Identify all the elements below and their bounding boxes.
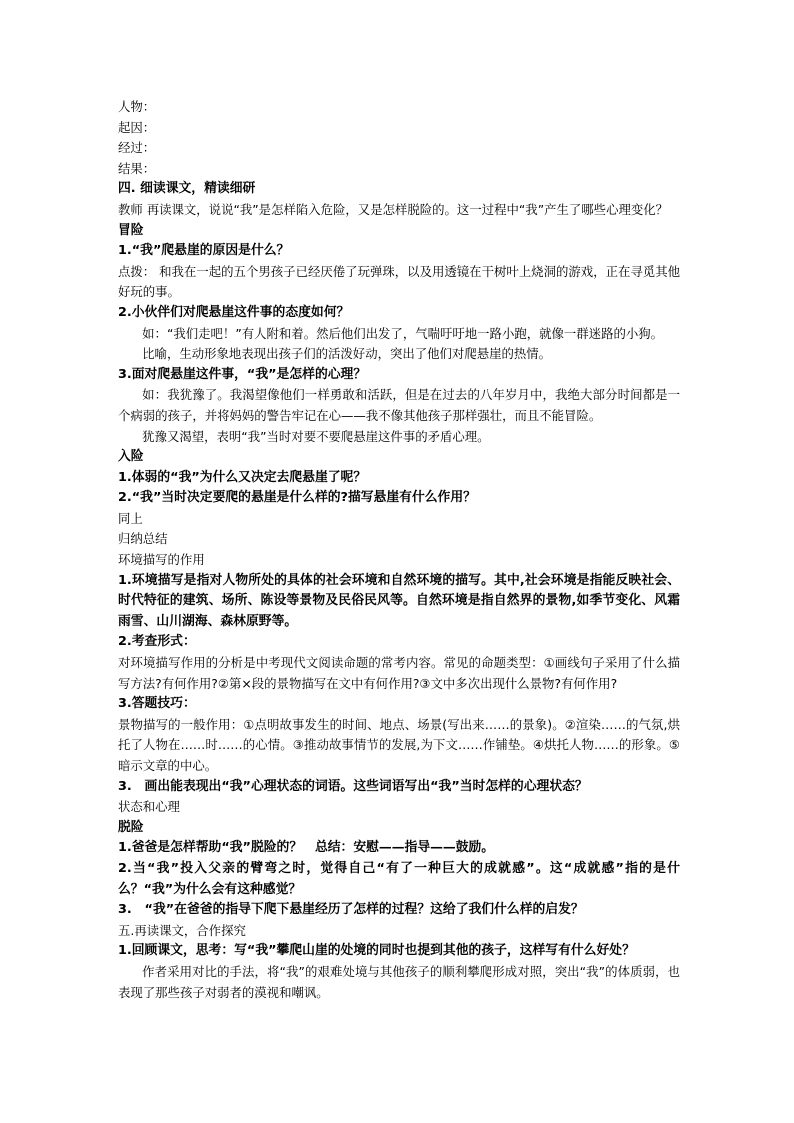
maoxian-question-3-analysis: 犹豫又渴望，表明“我”当时对要不要爬悬崖这件事的矛盾心理。: [142, 428, 490, 444]
section-five-heading: 五.再读课文，合作探究: [118, 922, 246, 938]
document-page: [118, 97, 680, 1003]
maoxian-question-3: 3.面对爬悬崖这件事，“我”是怎样的心理？: [118, 366, 367, 382]
maoxian-heading: 冒险: [118, 222, 144, 238]
section-five-answer: 作者采用对比的手法，将“我”的艰难处境与其他孩子的顺利攀爬形成对照，突出“我”的体质弱，也表现了那些孩子对弱者的漠视和嘲讽。: [118, 963, 680, 1000]
maoxian-question-2-example: 如：“我们走吧！”有人附和着。然后他们出发了，气喘吁吁地一路小跑，就像一群迷路的小狗。: [142, 325, 664, 341]
maoxian-question-1: 1.“我”爬悬崖的原因是什么？: [118, 243, 290, 259]
summary-heading: 归纳总结: [118, 531, 168, 547]
summary-point-3-title: 3.答题技巧：: [118, 696, 196, 712]
story-element-cause: 起因：: [118, 119, 156, 135]
ruxian-heading: 入险: [118, 449, 144, 465]
section-four-heading: 四. 细读课文，精读细研: [118, 181, 256, 197]
tuoxian-question-1: 1.爸爸是怎样帮助“我”脱险的？ 总结：安慰——指导——鼓励。: [118, 840, 495, 856]
mood-note: 状态和心理: [118, 799, 180, 815]
summary-point-2-title: 2.考查形式：: [118, 634, 196, 650]
story-element-result: 结果：: [118, 160, 156, 176]
summary-subheading: 环境描写的作用: [118, 552, 205, 568]
story-element-process: 经过：: [118, 140, 156, 156]
summary-point-3-body: 景物描写的一般作用：①点明故事发生的时间、地点、场景(写出来……的景象)。②渲染……的气氛,烘托了人物在……时……的心情。③推动故事情节的发展,为下文……作铺垫。④烘托人物……的形象。⑤暗示文章的中心。: [118, 716, 680, 773]
maoxian-question-2-analysis: 比喻，生动形象地表现出孩子们的活泼好动，突出了他们对爬悬崖的热情。: [142, 346, 552, 362]
tuoxian-heading: 脱险: [118, 819, 144, 835]
maoxian-question-3-example: 如：我犹豫了。我渴望像他们一样勇敢和活跃，但是在过去的八年岁月中，我绝大部分时间都是一个病弱的孩子，并将妈妈的警告牢记在心——我不像其他孩子那样强壮，而且不能冒险。: [118, 387, 680, 423]
summary-point-1: 1.环境描写是指对人物所处的具体的社会环境和自然环境的描写。其中,社会环境是指能反映社会、时代特征的建筑、场所、陈设等景物及民俗民风等。自然环境是指自然界的景物,如季节变化、风霜雨雪、山川湖海、森林原野等。: [118, 572, 680, 629]
ruxian-question-1: 1.体弱的“我”为什么又决定去爬悬崖了呢？: [118, 469, 367, 485]
ruxian-note: 同上: [118, 510, 143, 526]
mood-question: 3. 画出能表现出“我”心理状态的词语。这些词语写出“我”当时怎样的心理状态？: [118, 778, 588, 794]
maoxian-question-1-note: 点拨： 和我在一起的五个男孩子已经厌倦了玩弹珠，以及用透镜在干树叶上烧洞的游戏，正在寻觅其他好玩的事。: [118, 263, 680, 300]
tuoxian-question-2: 2.当“我”投入父亲的臂弯之时，觉得自己“有了一种巨大的成就感”。这“成就感”指的是什么？“我”为什么会有这种感觉？: [118, 860, 680, 897]
summary-point-2-body: 对环境描写作用的分析是中考现代文阅读命题的常考内容。常见的命题类型：①画线句子采用了什么描写方法?有何作用?②第×段的景物描写在文中有何作用?③文中多次出现什么景物?有何作用?: [118, 655, 680, 691]
story-element-characters: 人物：: [118, 99, 156, 114]
section-five-question-1: 1.回顾课文，思考：写“我”攀爬山崖的处境的同时也提到其他的孩子，这样写有什么好处？: [118, 943, 635, 959]
section-four-prompt: 教师 再读课文，说说“我”是怎样陷入危险，又是怎样脱险的。这一过程中“我”产生了哪些心理变化？: [118, 201, 669, 217]
tuoxian-question-3: 3. “我”在爸爸的指导下爬下悬崖经历了怎样的过程？这给了我们什么样的启发？: [118, 902, 584, 918]
maoxian-question-2: 2.小伙伴们对爬悬崖这件事的态度如何？: [118, 304, 350, 320]
ruxian-question-2: 2.“我”当时决定要爬的悬崖是什么样的?描写悬崖有什么作用？: [118, 490, 476, 506]
